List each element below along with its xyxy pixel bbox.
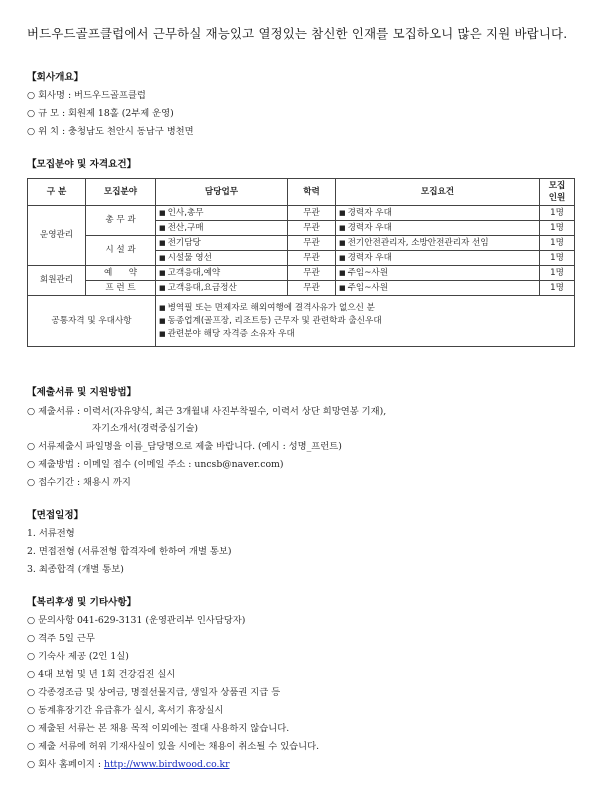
homepage-link[interactable]: http://www.birdwood.co.kr bbox=[103, 759, 230, 770]
common-requirements-row bbox=[28, 296, 575, 347]
field-facility: 시 설 과 bbox=[86, 236, 156, 266]
common-item: ■ 관련분야 해당 자격증 소유자 우대 bbox=[159, 328, 295, 339]
edu-cell: 무관 bbox=[288, 266, 336, 281]
table-row bbox=[28, 206, 575, 221]
submit-filename-line: ○ 서류제출시 파일명을 이름_담당명으로 제출 바랍니다. (예시 : 성명_프런트) bbox=[27, 441, 342, 452]
duty-cell: ■ 시설물 영선 bbox=[156, 251, 288, 266]
count-cell: 1명 bbox=[540, 236, 575, 251]
welfare-item: ○ 각종경조금 및 상여금, 명절선물지급, 생일자 상품권 지급 등 bbox=[27, 687, 281, 698]
table-row bbox=[28, 266, 575, 281]
req-cell: ■ 경력자 우대 bbox=[336, 251, 540, 266]
recruit-table bbox=[27, 178, 575, 347]
company-name-line: ○ 회사명 : 버드우드골프클럽 bbox=[27, 90, 146, 101]
duty-cell: ■ 고객응대,예약 bbox=[156, 266, 288, 281]
company-location-line: ○ 위 치 : 충청남도 천안시 동남구 병천면 bbox=[27, 126, 194, 137]
group-member: 회원관리 bbox=[28, 266, 86, 296]
header-education: 학력 bbox=[288, 179, 336, 206]
company-scale-line: ○ 규 모 : 회원제 18홀 (2부제 운영) bbox=[27, 108, 174, 119]
common-item: ■ 동종업계(골프장, 리조트등) 근무자 및 관련학과 출신우대 bbox=[159, 315, 382, 326]
homepage-label: ○ 회사 홈페이지 : bbox=[27, 759, 104, 770]
count-cell: 1명 bbox=[540, 266, 575, 281]
edu-cell: 무관 bbox=[288, 206, 336, 221]
req-cell: ■ 주임~사원 bbox=[336, 266, 540, 281]
duty-cell: ■ 고객응대,요금정산 bbox=[156, 281, 288, 296]
field-reservation: 예 약 bbox=[86, 266, 156, 281]
header-field: 모집분야 bbox=[86, 179, 156, 206]
company-section-title: 【회사개요】 bbox=[27, 72, 84, 83]
submit-method-line: ○ 제출방법 : 이메일 접수 (이메일 주소 : uncsb@naver.com) bbox=[27, 459, 284, 470]
welfare-item: ○ 기숙사 제공 (2인 1실) bbox=[27, 651, 129, 662]
common-item: ■ 병역필 또는 면제자로 해외여행에 결격사유가 없으신 분 bbox=[159, 302, 375, 313]
table-header-row bbox=[28, 179, 575, 206]
welfare-item: ○ 격주 5일 근무 bbox=[27, 633, 95, 644]
edu-cell: 무관 bbox=[288, 281, 336, 296]
common-label: 공통자격 및 우대사항 bbox=[28, 296, 156, 347]
welfare-item: ○ 제출된 서류는 본 채용 목적 이외에는 절대 사용하지 않습니다. bbox=[27, 723, 290, 734]
interview-step: 3. 최종합격 (개별 통보) bbox=[27, 564, 124, 575]
edu-cell: 무관 bbox=[288, 236, 336, 251]
page-headline: 버드우드골프클럽에서 근무하실 재능있고 열정있는 참신한 인재를 모집하오니 많은 지원 바랍니다. bbox=[27, 26, 568, 41]
field-front: 프 런 트 bbox=[86, 281, 156, 296]
count-cell: 1명 bbox=[540, 221, 575, 236]
edu-cell: 무관 bbox=[288, 221, 336, 236]
welfare-item: ○ 동계휴장기간 유급휴가 실시, 혹서기 휴장실시 bbox=[27, 705, 224, 716]
req-cell: ■ 주임~사원 bbox=[336, 281, 540, 296]
header-requirement: 모집요건 bbox=[336, 179, 540, 206]
welfare-item: ○ 4대 보험 및 년 1회 건강검진 실시 bbox=[27, 669, 176, 680]
duty-cell: ■ 전산,구매 bbox=[156, 221, 288, 236]
interview-section-title: 【면접일정】 bbox=[27, 510, 84, 521]
interview-step: 1. 서류전형 bbox=[27, 528, 75, 539]
req-cell: ■ 경력자 우대 bbox=[336, 206, 540, 221]
homepage-line bbox=[27, 756, 230, 770]
count-cell: 1명 bbox=[540, 281, 575, 296]
req-cell: ■ 전기안전관리자, 소방안전관리자 선임 bbox=[336, 236, 540, 251]
welfare-item: ○ 제출 서류에 허위 기재사실이 있을 시에는 채용이 취소될 수 있습니다. bbox=[27, 741, 320, 752]
count-cell: 1명 bbox=[540, 251, 575, 266]
submit-docs-continued: 자기소개서(경력중심기술) bbox=[92, 423, 199, 434]
group-ops: 운영관리 bbox=[28, 206, 86, 266]
duty-cell: ■ 인사,총무 bbox=[156, 206, 288, 221]
header-count: 모집 인원 bbox=[540, 179, 575, 206]
edu-cell: 무관 bbox=[288, 251, 336, 266]
duty-cell: ■ 전기담당 bbox=[156, 236, 288, 251]
interview-step: 2. 면접전형 (서류전형 합격자에 한하여 개별 통보) bbox=[27, 546, 232, 557]
submit-section-title: 【제출서류 및 지원방법】 bbox=[27, 387, 137, 398]
submit-docs-line: ○ 제출서류 : 이력서(자유양식, 최근 3개월내 사진부착필수, 이력서 상단 희망연봉 기재), bbox=[27, 406, 387, 417]
header-duty: 담당업무 bbox=[156, 179, 288, 206]
submit-period-line: ○ 접수기간 : 채용시 까지 bbox=[27, 477, 131, 488]
welfare-section-title: 【복리후생 및 기타사항】 bbox=[27, 597, 137, 608]
field-general-affairs: 총 무 과 bbox=[86, 206, 156, 236]
recruit-section-title: 【모집분야 및 자격요건】 bbox=[27, 159, 137, 170]
welfare-item: ○ 문의사항 041-629-3131 (운영관리부 인사담당자) bbox=[27, 615, 246, 626]
common-items bbox=[156, 296, 575, 347]
table-row bbox=[28, 281, 575, 296]
header-division: 구 분 bbox=[28, 179, 86, 206]
table-row bbox=[28, 236, 575, 251]
req-cell: ■ 경력자 우대 bbox=[336, 221, 540, 236]
count-cell: 1명 bbox=[540, 206, 575, 221]
